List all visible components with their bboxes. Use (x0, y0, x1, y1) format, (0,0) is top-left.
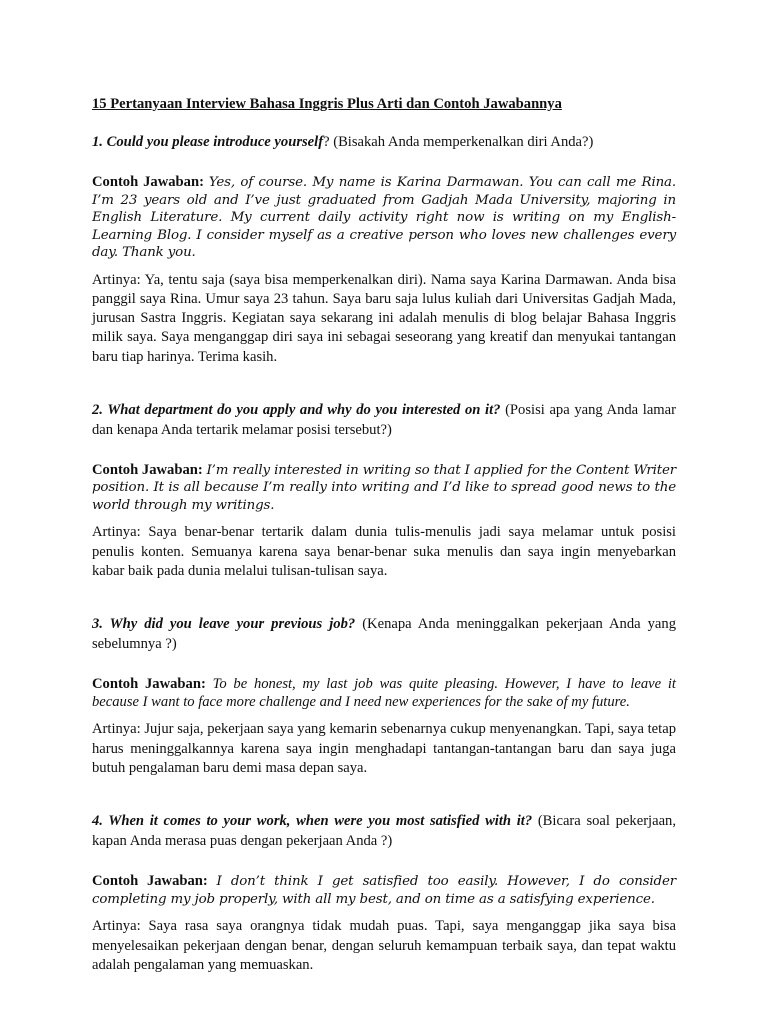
answer-3-text: To be honest, my last job was quite pleasing. However, I have to leave it because I want to face more challenge and I need new experiences for the sake of my future. (92, 676, 676, 710)
question-3-translation: (Kenapa Anda meninggalkan pekerjaan Anda yang sebelumnya ?) (92, 616, 676, 653)
answer-1: Contoh Jawaban: Yes, of course. My name is Karina Darmawan. You can call me Rina. I’m 23 years old and I’ve just graduated from Gadjah Mada University, majoring in English Literature. My current daily activity right now is writing on my English-Learning Blog. I consider myself as a creative person who loves new challenges every day. Thank you. (92, 174, 676, 260)
answer-label: Contoh Jawaban (92, 676, 201, 693)
question-3 (92, 614, 676, 654)
answer-3: Contoh Jawaban: To be honest, my last job was quite pleasing. However, I have to leave it because I want to face more challenge and I need new experiences for the sake of my future. (92, 676, 676, 710)
question-4 (92, 811, 676, 851)
answer-label: Contoh Jawaban (92, 873, 203, 890)
translation-3: Artinya: Jujur saja, pekerjaan saya yang kemarin sebenarnya cukup menyenangkan. Tapi, saya tetap harus meninggalkannya karena saya ingin menghadapi tantangan-tantangan baru dan saya juga butuh pengalaman baru demi masa depan saya. (92, 721, 676, 776)
question-3-english: 3. Why did you leave your previous job? (92, 616, 356, 633)
qa-block-3 (92, 614, 676, 778)
question-4-translation: (Bicara soal pekerjaan, kapan Anda merasa puas dengan pekerjaan Anda ?) (92, 813, 677, 850)
translation-1: Artinya: Ya, tentu saja (saya bisa memperkenalkan diri). Nama saya Karina Darmawan. Anda bisa panggil saya Rina. Umur saya 23 tahun. Saya baru saja lulus kuliah dari Universitas Gadjah Mada, jurusan Sastra Inggris. Kegiatan saya sekarang ini adalah menulis di blog belajar Bahasa Inggris milik saya. Saya menganggap diri saya ini sebagai seseorang yang kreatif dan menyukai tantangan baru tiap harinya. Terima kasih. (92, 271, 676, 365)
answer-2: Contoh Jawaban: I’m really interested in writing so that I applied for the Content Writer position. It is all because I’m really into writing and I’d like to spread good news to the world through my writings. (92, 461, 676, 513)
question-1-translation: ? (Bisakah Anda memperkenalkan diri Anda?) (323, 134, 594, 150)
document-title: 15 Pertanyaan Interview Bahasa Inggris Plus Arti dan Contoh Jawabannya (92, 96, 562, 112)
qa-block-2 (92, 400, 676, 581)
answer-4-text: I don’t think I get satisfied too easily. However, I do consider completing my job properly, with all my best, and on time as a satisfying experience. (92, 874, 676, 907)
question-2-translation: (Posisi apa yang Anda lamar dan kenapa Anda tertarik melamar posisi tersebut?) (92, 401, 676, 438)
qa-block-4 (92, 811, 676, 975)
answer-label: Contoh Jawaban (92, 461, 198, 478)
question-2 (92, 400, 676, 440)
translation-4: Artinya: Saya rasa saya orangnya tidak mudah puas. Tapi, saya menganggap jika saya bisa menyelesaikan pekerjaan dengan benar, dengan seluruh kemampuan terbaik saya, dan tepat waktu adalah pengalaman yang memuaskan. (92, 918, 676, 973)
question-1 (92, 132, 676, 152)
question-1-english: 1. Could you please introduce yourself (92, 134, 324, 150)
answer-label: Contoh Jawaban (92, 174, 200, 190)
question-4-english: 4. When it comes to your work, when were you most satisfied with it? (92, 813, 533, 830)
question-2-english: 2. What department do you apply and why do you interested on it? (92, 401, 501, 418)
answer-1-text: Yes, of course. My name is Karina Darmawan. You can call me Rina. I’m 23 years old and I’ve just graduated from Gadjah Mada University, majoring in English Literature. My current daily activity right now is writing on my English-Learning Blog. I consider myself as a creative person who loves new challenges every day. Thank you. (92, 175, 676, 260)
translation-2: Artinya: Saya benar-benar tertarik dalam dunia tulis-menulis jadi saya melamar untuk posisi penulis konten. Semuanya karena saya benar-benar suka menulis dan saya ingin menyebarkan kabar baik pada dunia melalui tulisan-tulisan saya. (92, 524, 676, 580)
qa-block-1 (92, 132, 676, 367)
answer-4: Contoh Jawaban: I don’t think I get satisfied too easily. However, I do consider completing my job properly, with all my best, and on time as a satisfying experience. (92, 873, 676, 907)
answer-2-text: I’m really interested in writing so that I applied for the Content Writer position. It is all because I’m really into writing and I’d like to spread good news to the world through my writings. (92, 462, 676, 513)
